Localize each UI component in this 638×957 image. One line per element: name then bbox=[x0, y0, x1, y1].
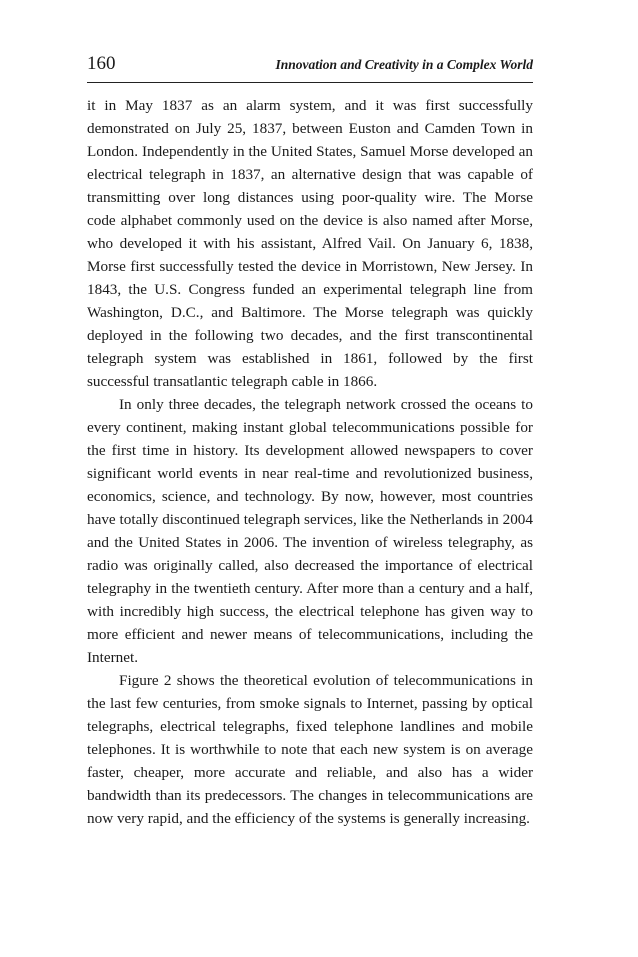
book-page bbox=[87, 46, 533, 830]
body-text bbox=[87, 94, 533, 830]
running-title: Innovation and Creativity in a Complex World bbox=[275, 57, 533, 72]
page-number: 160 bbox=[87, 53, 116, 74]
paragraph-telegraph-network: In only three decades, the telegraph network crossed the oceans to every continent, making instant global telecommunications possible for the first time in history. Its development allowed newspapers to cover significant world events in near real-time and revolutionized business, economics, science, and technology. By now, however, most countries have totally discontinued telegraph services, like the Netherlands in 2004 and the United States in 2006. The invention of wireless telegraphy, as radio was originally called, also decreased the importance of electrical telegraphy in the twentieth century. After more than a century and a half, with incredibly high success, the electrical telephone has given way to more efficient and newer means of telecommunications, including the Internet. bbox=[87, 396, 533, 666]
paragraph-figure-2: Figure 2 shows the theoretical evolution of telecommunications in the last few centuries, from smoke signals to Internet, passing by optical telegraphs, electrical telegraphs, fixed telephone landlines and mobile telephones. It is worthwhile to note that each new system is on average faster, cheaper, more accurate and reliable, and also has a wider bandwidth than its predecessors. The changes in telecommunications are now very rapid, and the efficiency of the systems is generally increasing. bbox=[87, 672, 533, 827]
running-header bbox=[87, 46, 533, 83]
paragraph-continued: it in May 1837 as an alarm system, and it was first successfully demonstrated on July 25, 1837, between Euston and Camden Town in London. Independently in the United States, Samuel Morse developed an electrical telegraph in 1837, an alternative design that was capable of transmitting over long distances using poor-quality wire. The Morse code alphabet commonly used on the device is also named after Morse, who developed it with his assistant, Alfred Vail. On January 6, 1838, Morse first successfully tested the device in Morristown, New Jersey. In 1843, the U.S. Congress funded an experimental telegraph line from Washington, D.C., and Baltimore. The Morse telegraph was quickly deployed in the following two decades, and the first transcontinental telegraph system was established in 1861, followed by the first successful transatlantic telegraph cable in 1866. bbox=[87, 97, 533, 390]
